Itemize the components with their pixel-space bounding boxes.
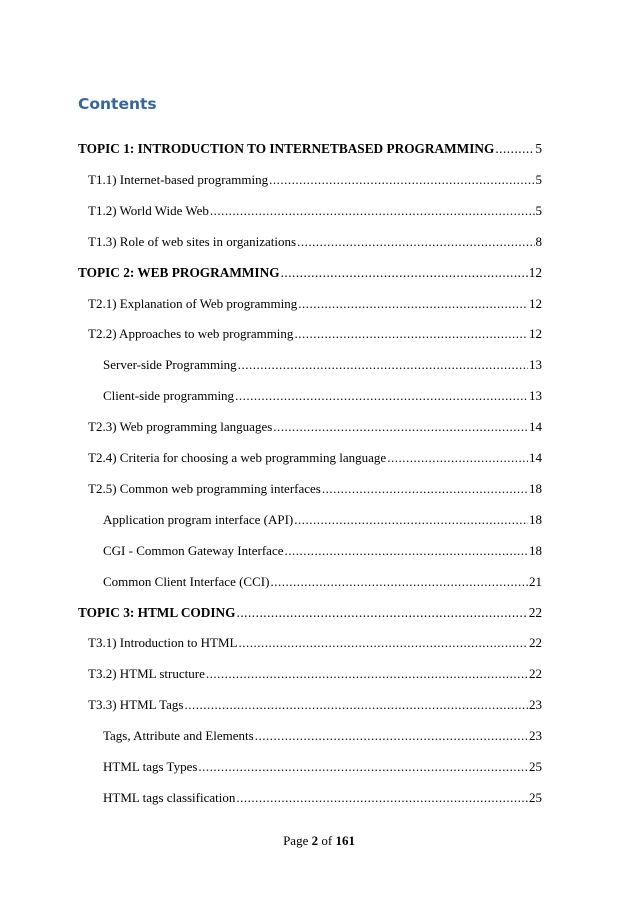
toc-dot-leader bbox=[297, 234, 534, 250]
toc-entry-page-number: 12 bbox=[528, 264, 542, 280]
toc-entry-page-number: 13 bbox=[529, 357, 542, 373]
toc-entry-page-number: 5 bbox=[535, 202, 542, 218]
toc-entry-page-number: 23 bbox=[529, 697, 542, 713]
toc-entry-page-number: 23 bbox=[529, 728, 542, 744]
toc-entry-label: T1.2) World Wide Web bbox=[88, 202, 209, 218]
toc-dot-leader bbox=[298, 296, 528, 312]
toc-entry-page-number: 12 bbox=[529, 295, 542, 311]
toc-entry[interactable] bbox=[103, 790, 542, 806]
toc-entry-label: Server-side Programming bbox=[103, 357, 237, 373]
toc-dot-leader bbox=[236, 790, 528, 806]
toc-dot-leader bbox=[235, 388, 528, 404]
toc-entry-label: TOPIC 3: HTML CODING bbox=[78, 604, 236, 620]
toc-entry-page-number: 8 bbox=[535, 233, 542, 249]
toc-entry-label: T3.2) HTML structure bbox=[88, 666, 205, 682]
toc-entry-page-number: 14 bbox=[529, 450, 542, 465]
toc-dot-leader bbox=[495, 141, 534, 157]
toc-entry-page-number: 22 bbox=[529, 635, 542, 651]
toc-dot-leader bbox=[206, 666, 528, 682]
toc-entry-page-number: 22 bbox=[529, 666, 542, 682]
toc-entry[interactable] bbox=[103, 357, 542, 373]
toc-entry[interactable] bbox=[88, 666, 542, 682]
toc-entry[interactable] bbox=[103, 728, 542, 744]
toc-entry-label: T2.5) Common web programming interfaces bbox=[88, 480, 321, 496]
toc-entry-page-number: 14 bbox=[529, 419, 542, 435]
toc-entry-label: T3.3) HTML Tags bbox=[88, 697, 184, 713]
toc-dot-leader bbox=[238, 635, 528, 651]
toc-dot-leader bbox=[322, 481, 528, 497]
toc-entry-label: T1.3) Role of web sites in organizations bbox=[88, 233, 297, 249]
toc-dot-leader bbox=[270, 574, 528, 590]
toc-entry-label: T2.4) Criteria for choosing a web programming language bbox=[88, 450, 387, 465]
toc-entry-label: Common Client Interface (CCI) bbox=[103, 573, 270, 589]
toc-entry-page-number: 18 bbox=[529, 480, 542, 496]
toc-entry[interactable] bbox=[78, 141, 542, 157]
toc-dot-leader bbox=[273, 419, 528, 435]
contents-heading: Contents bbox=[78, 95, 157, 113]
toc-entry[interactable] bbox=[88, 419, 542, 435]
toc-entry[interactable] bbox=[88, 172, 542, 188]
toc-entry-page-number: 13 bbox=[529, 388, 542, 404]
toc-dot-leader bbox=[281, 265, 528, 281]
toc-entry[interactable] bbox=[88, 635, 542, 651]
toc-entry[interactable] bbox=[103, 759, 542, 775]
toc-dot-leader bbox=[294, 326, 528, 342]
toc-entry[interactable] bbox=[88, 697, 542, 713]
toc-dot-leader bbox=[387, 450, 528, 466]
toc-entry-label: T3.1) Introduction to HTML bbox=[88, 635, 238, 651]
footer-current-page: 2 bbox=[311, 833, 319, 848]
toc-entry-label: TOPIC 2: WEB PROGRAMMING bbox=[78, 264, 280, 280]
page-footer bbox=[0, 833, 638, 849]
toc-dot-leader bbox=[185, 697, 529, 713]
toc-entry-page-number: 12 bbox=[529, 326, 542, 342]
toc-entry[interactable] bbox=[103, 543, 542, 559]
toc-entry-page-number: 22 bbox=[528, 604, 542, 620]
toc-entry-page-number: 25 bbox=[529, 759, 542, 774]
toc-entry-label: T2.1) Explanation of Web programming bbox=[88, 295, 298, 311]
toc-entry[interactable] bbox=[78, 605, 542, 621]
toc-dot-leader bbox=[238, 357, 528, 373]
footer-middle: of bbox=[318, 833, 336, 848]
toc-entry-label: CGI - Common Gateway Interface bbox=[103, 542, 284, 558]
toc-entry[interactable] bbox=[88, 481, 542, 497]
toc-entry-label: TOPIC 1: INTRODUCTION TO INTERNETBASED PROGRAMMING bbox=[78, 141, 495, 156]
toc-entry-label: Client-side programming bbox=[103, 388, 235, 404]
toc-entry[interactable] bbox=[88, 326, 542, 342]
toc-entry-label: Tags, Attribute and Elements bbox=[103, 728, 254, 744]
toc-dot-leader bbox=[237, 605, 528, 621]
toc-entry[interactable] bbox=[88, 296, 542, 312]
footer-prefix: Page bbox=[283, 833, 312, 848]
toc-entry-label: T1.1) Internet-based programming bbox=[88, 171, 269, 187]
toc-entry[interactable] bbox=[78, 265, 542, 281]
toc-entry[interactable] bbox=[103, 388, 542, 404]
toc-dot-leader bbox=[269, 172, 534, 188]
toc-entry[interactable] bbox=[88, 234, 542, 250]
toc-entry-label: T2.2) Approaches to web programming bbox=[88, 326, 294, 342]
toc-entry-label: Application program interface (API) bbox=[103, 511, 294, 527]
toc-entry-label: HTML tags Types bbox=[103, 759, 198, 774]
toc-entry[interactable] bbox=[88, 450, 542, 466]
toc-entry[interactable] bbox=[88, 203, 542, 219]
toc-entry-page-number: 18 bbox=[529, 542, 542, 558]
toc-dot-leader bbox=[294, 512, 528, 528]
toc-entry-label: T2.3) Web programming languages bbox=[88, 419, 273, 435]
toc-entry-page-number: 5 bbox=[535, 171, 542, 187]
toc-dot-leader bbox=[210, 203, 535, 219]
toc-dot-leader bbox=[255, 728, 528, 744]
footer-total-pages: 161 bbox=[335, 833, 355, 848]
toc-entry-page-number: 25 bbox=[529, 789, 542, 805]
toc-dot-leader bbox=[285, 543, 529, 559]
toc-entry[interactable] bbox=[103, 512, 542, 528]
toc-entry[interactable] bbox=[103, 574, 542, 590]
toc-entry-label: HTML tags classification bbox=[103, 789, 236, 805]
toc-dot-leader bbox=[198, 759, 528, 775]
toc-entry-page-number: 21 bbox=[529, 573, 542, 589]
toc-entry-page-number: 18 bbox=[529, 511, 542, 527]
toc-entry-page-number: 5 bbox=[535, 141, 542, 156]
